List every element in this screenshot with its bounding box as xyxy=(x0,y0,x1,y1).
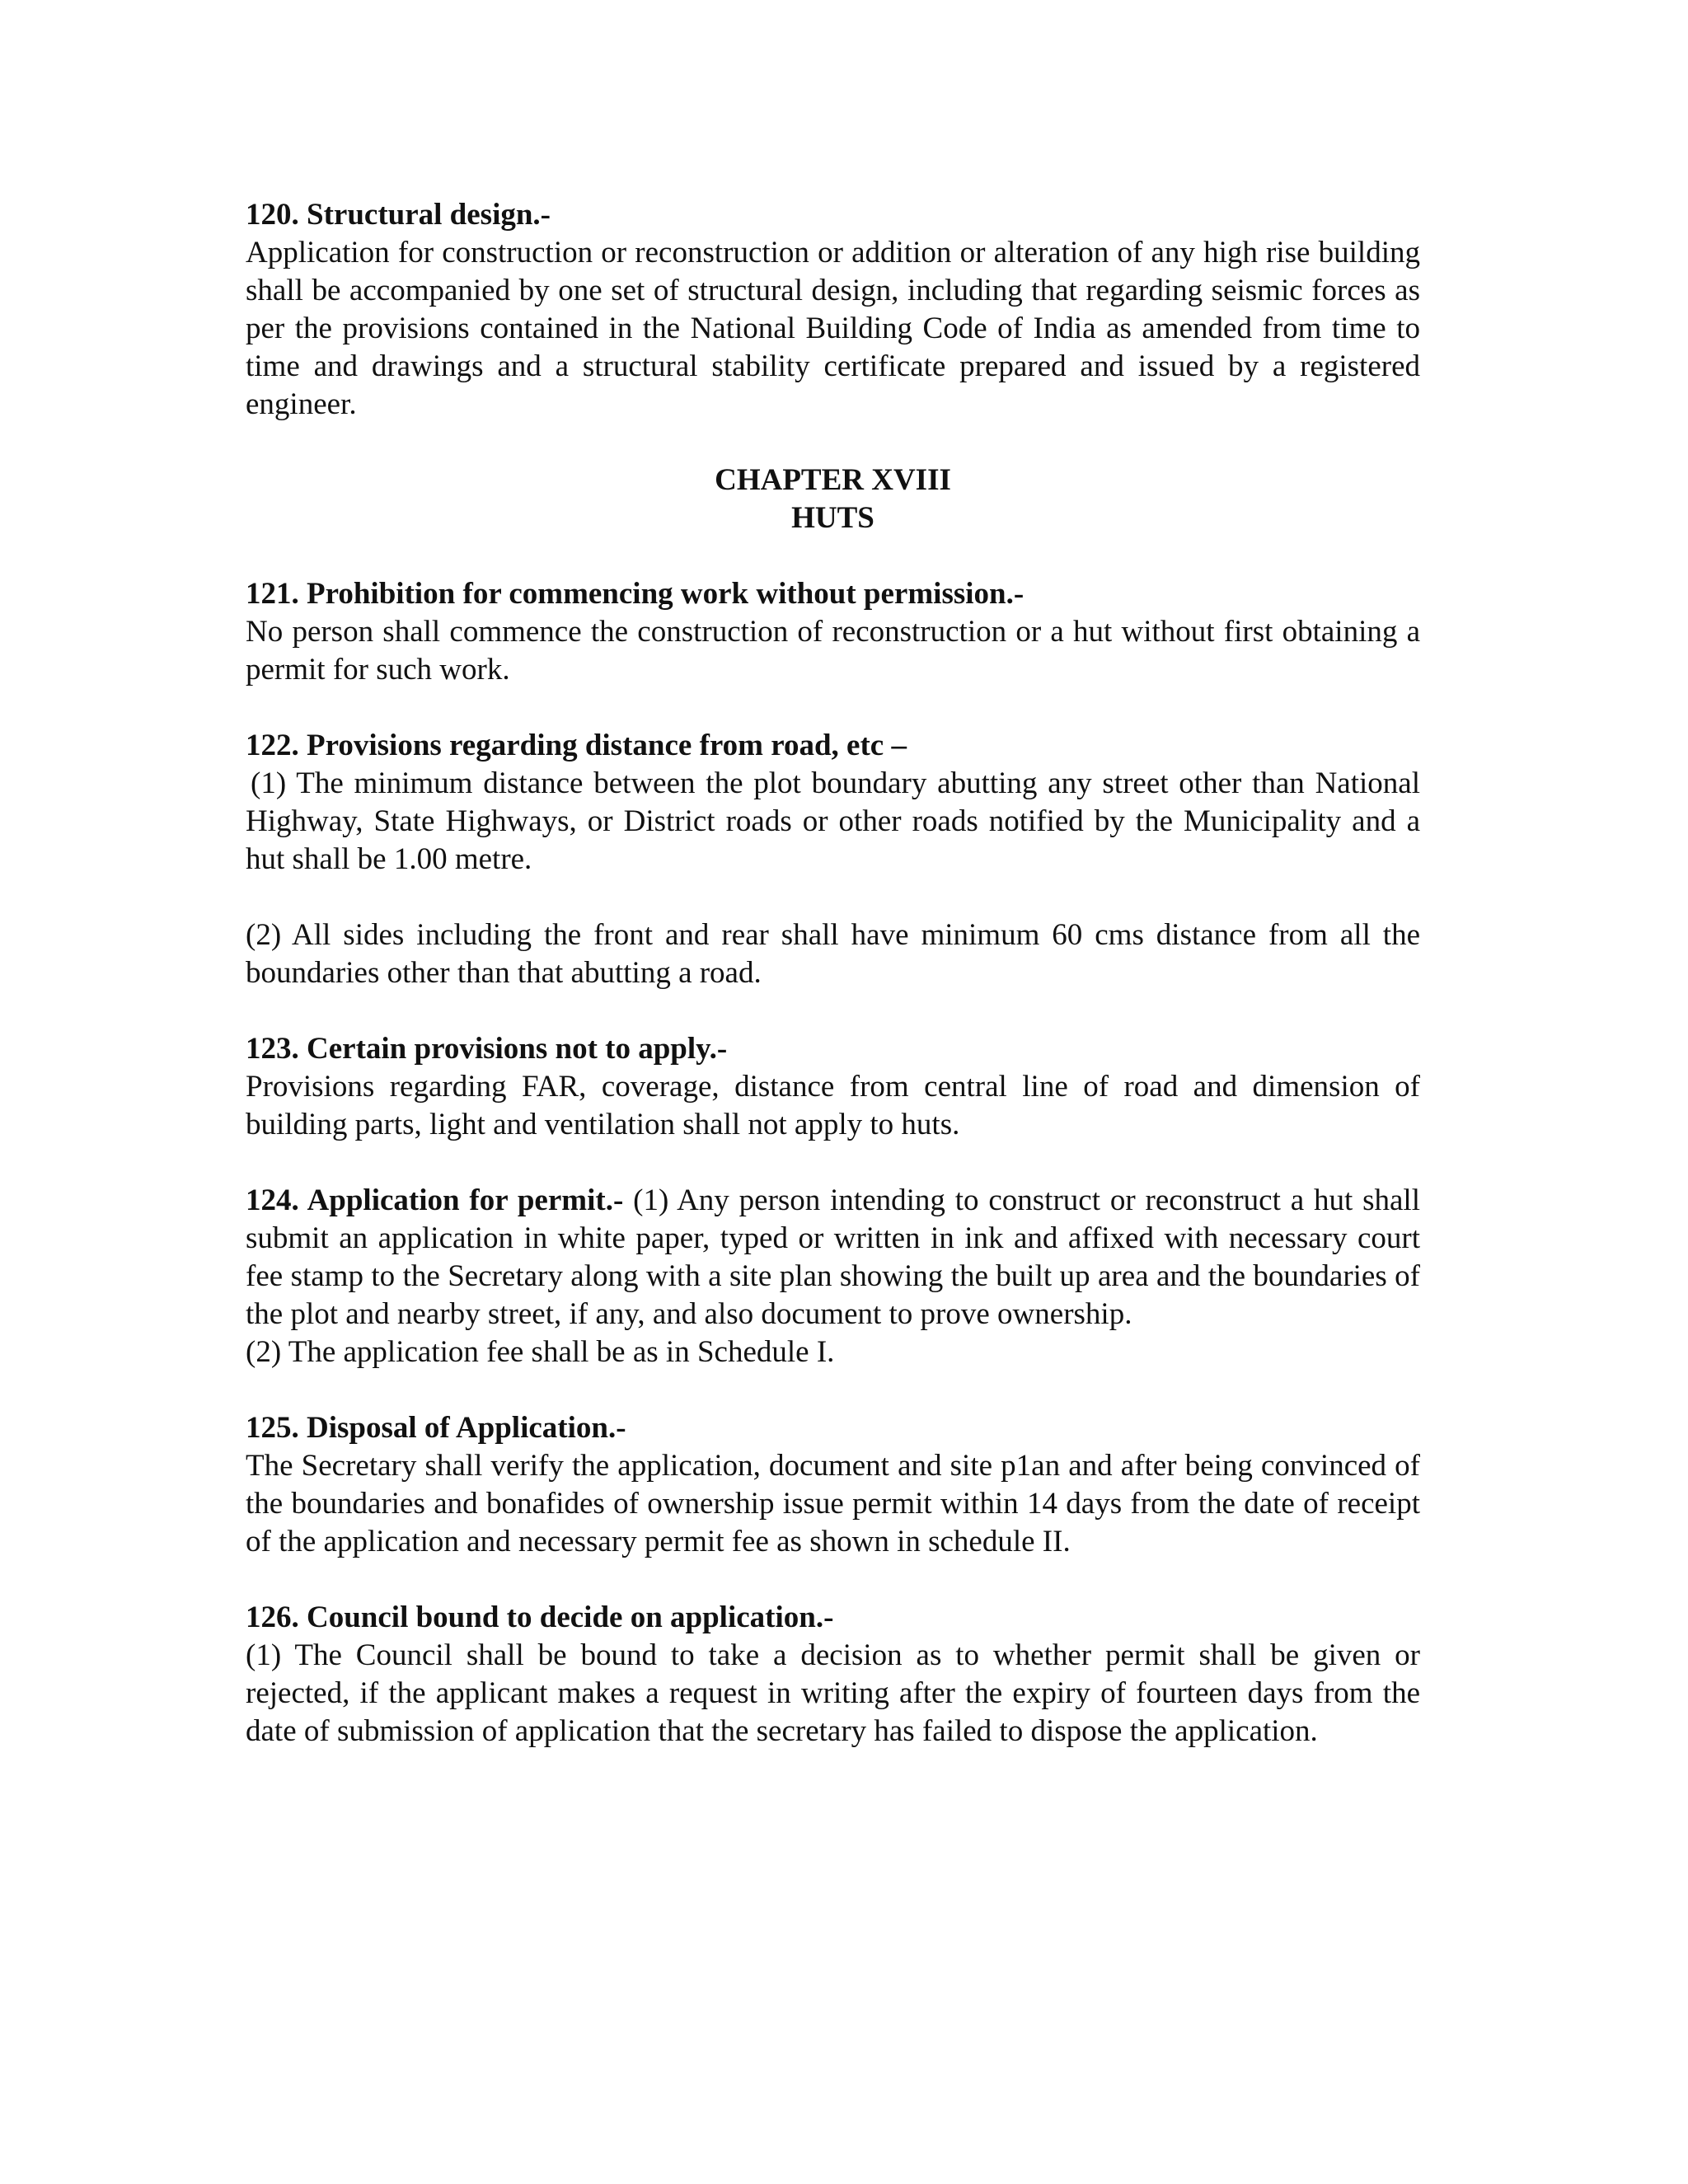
section-122 xyxy=(246,727,1420,879)
section-126-text: (1) The Council shall be bound to take a decision as to whether permit shall be given or rejected, if the applicant makes a request in writing after the expiry of fourteen days from the date of submission of application that the secretary has failed to dispose the application. xyxy=(246,1638,1420,1748)
section-121-heading: 121. Prohibition for commencing work without permission.- xyxy=(246,577,1025,611)
document-page xyxy=(246,196,1420,1788)
section-121 xyxy=(246,575,1420,689)
section-120-text: Application for construction or reconstruction or addition or alteration of any high rise building shall be accompanied by one set of structural design, including that regarding seismic forces as per the provisions contained in the National Building Code of India as amended from time to time and drawings and a structural stability certificate prepared and issued by a registered engineer. xyxy=(246,236,1420,421)
section-122-clause-1: (1) The minimum distance between the plot boundary abutting any street other than National Highway, State Highways, or District roads or other roads notified by the Municipality and a hut shall be 1.00 metre. xyxy=(246,766,1420,876)
section-122-heading: 122. Provisions regarding distance from road, etc – xyxy=(246,729,907,762)
section-124-clause-1 xyxy=(246,1182,1420,1333)
section-125-text: The Secretary shall verify the application, document and site p1an and after being convinced of the boundaries and bonafides of ownership issue permit within 14 days from the date of receipt of the application and necessary permit fee as shown in schedule II. xyxy=(246,1449,1420,1558)
section-123-heading: 123. Certain provisions not to apply.- xyxy=(246,1032,728,1066)
section-122-part-2 xyxy=(246,916,1420,992)
section-122-clause-2: (2) All sides including the front and rear shall have minimum 60 cms distance from all the boundaries other than that abutting a road. xyxy=(246,918,1420,990)
chapter-heading xyxy=(246,462,1420,537)
section-125-heading: 125. Disposal of Application.- xyxy=(246,1411,626,1445)
section-120 xyxy=(246,196,1420,424)
section-124-heading: 124. Application for permit.- xyxy=(246,1183,624,1217)
section-121-text: No person shall commence the construction of reconstruction or a hut without first obtaining a permit for such work. xyxy=(246,615,1420,687)
section-124-clause-1-text: (1) Any person intending to construct or reconstruct a hut shall submit an application in white paper, typed or written in ink and affixed with necessary court fee stamp to the Secretary along with a site plan showing the built up area and the boundaries of the plot and nearby street, if any, and also document to prove ownership. xyxy=(246,1183,1420,1331)
chapter-title: HUTS xyxy=(791,501,874,535)
section-124 xyxy=(246,1182,1420,1371)
section-123-text: Provisions regarding FAR, coverage, distance from central line of road and dimension of building parts, light and ventilation shall not apply to huts. xyxy=(246,1070,1420,1141)
section-124-clause-2: (2) The application fee shall be as in Schedule I. xyxy=(246,1335,835,1369)
section-120-heading: 120. Structural design.- xyxy=(246,198,551,232)
section-126 xyxy=(246,1599,1420,1750)
section-125 xyxy=(246,1409,1420,1561)
chapter-number: CHAPTER XVIII xyxy=(715,463,951,497)
section-126-heading: 126. Council bound to decide on application.- xyxy=(246,1601,834,1634)
section-123 xyxy=(246,1030,1420,1144)
